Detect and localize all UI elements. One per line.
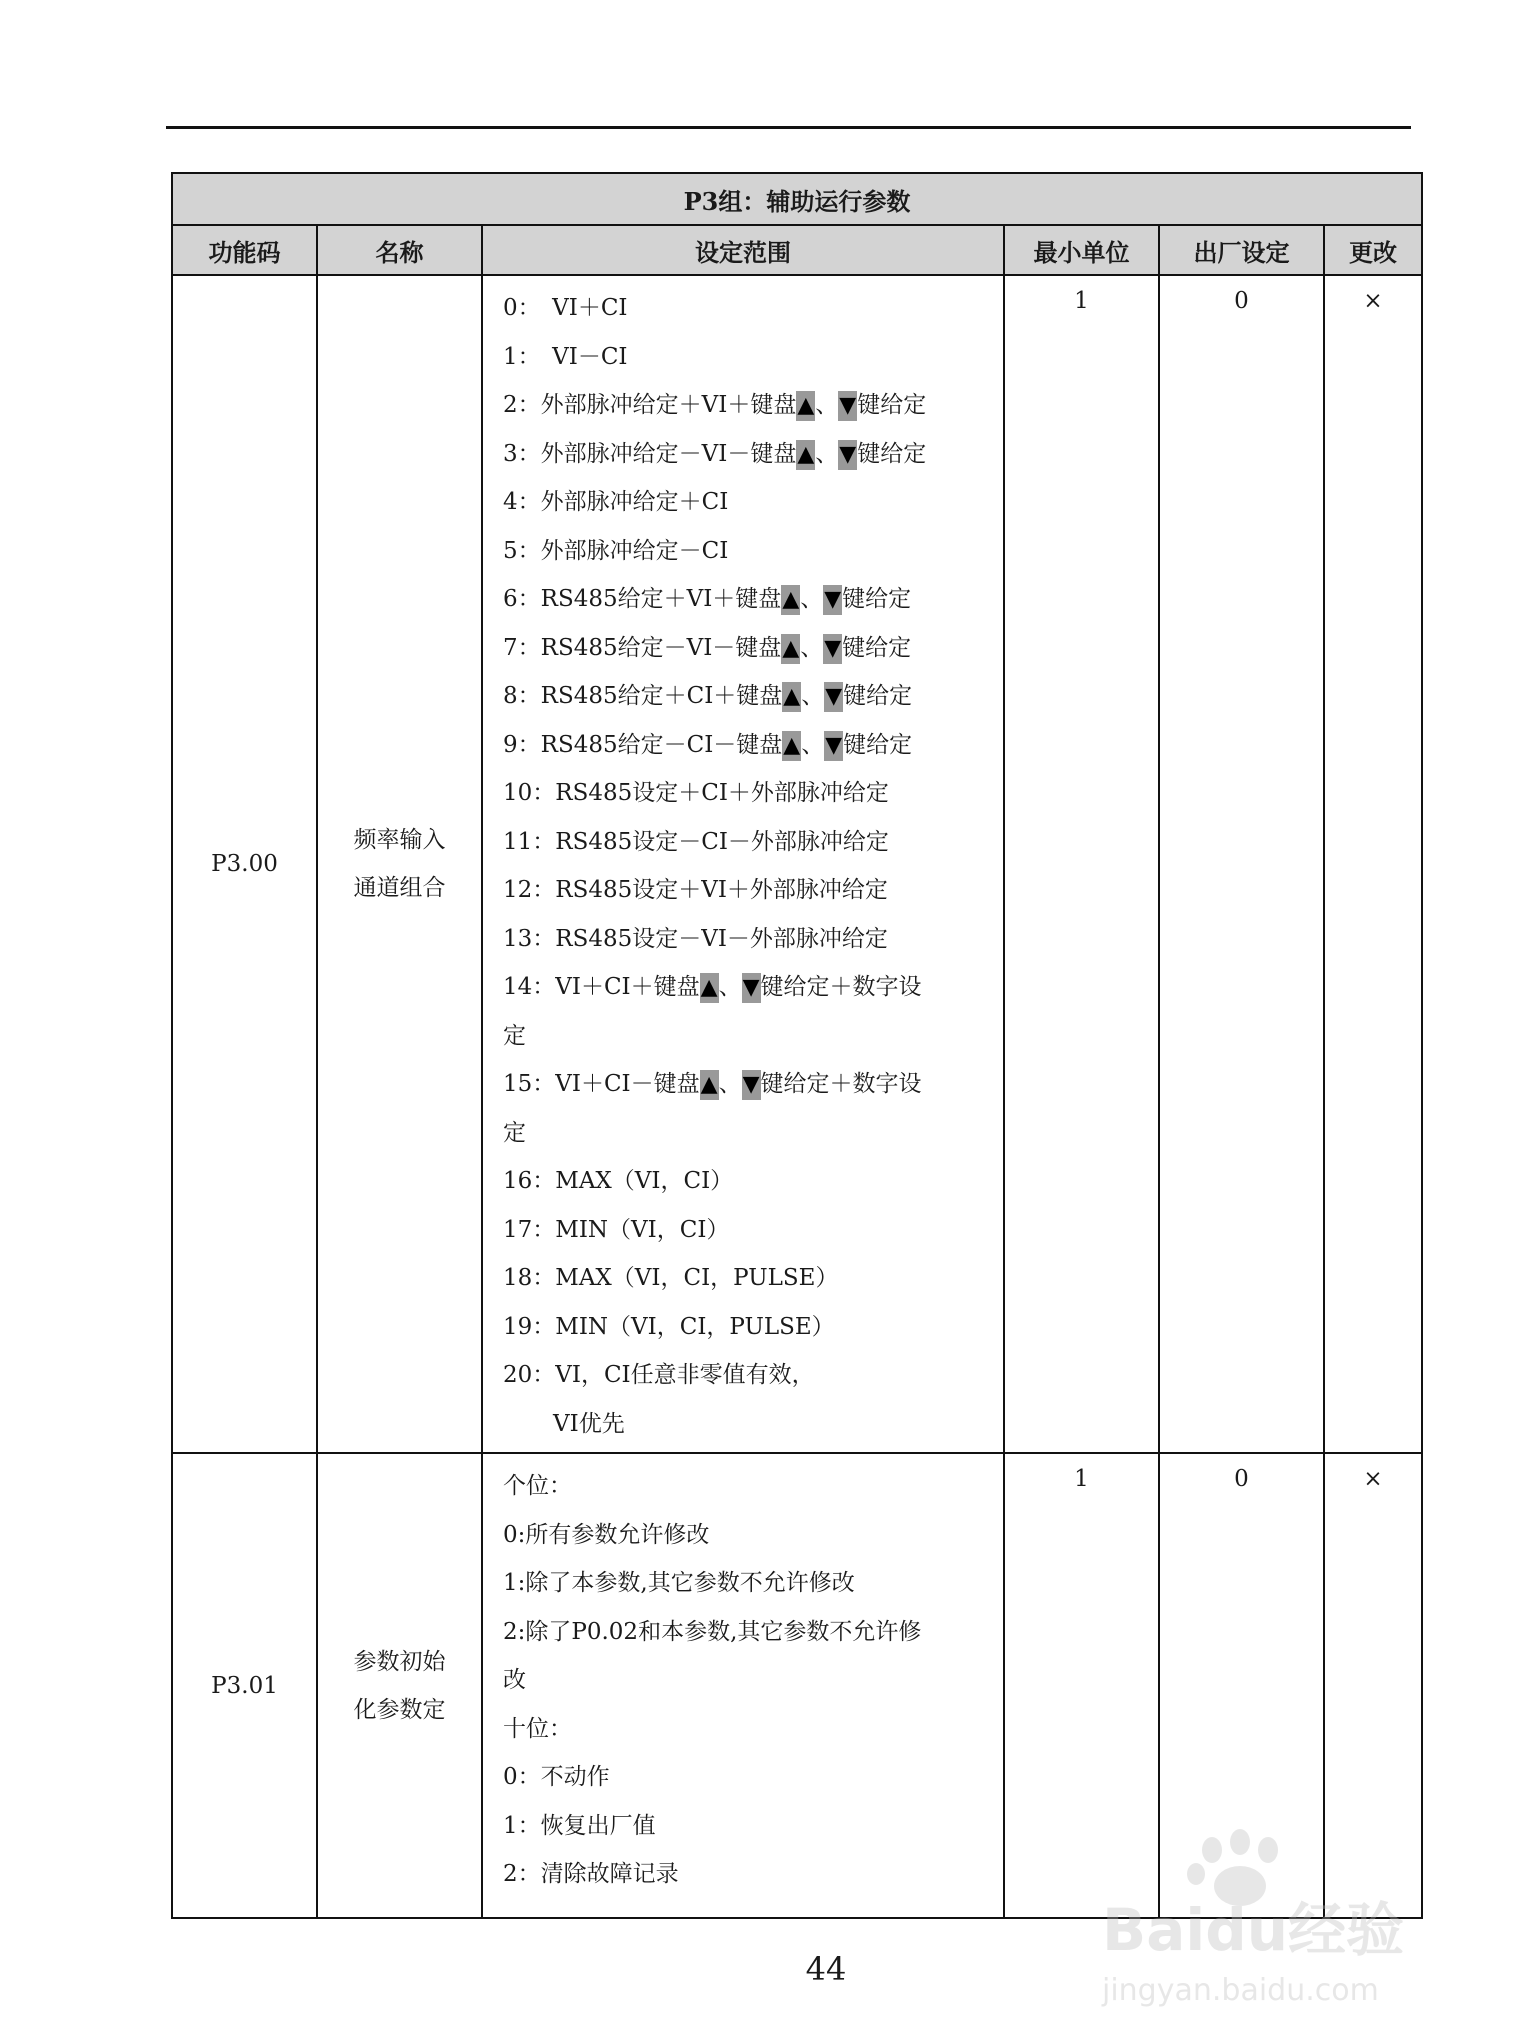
range-text: 4：外部脉冲给定＋CI [503, 489, 729, 515]
range-text: 键给定＋数字设 [760, 974, 922, 1000]
range-text: 2：外部脉冲给定＋VI＋键盘 [503, 392, 797, 418]
range-text: 0： VI＋CI [503, 295, 628, 321]
row-name [317, 275, 482, 1453]
range-option-line [503, 721, 993, 770]
range-text: 15：VI＋CI－键盘 [503, 1071, 700, 1097]
range-text: 键给定 [842, 634, 912, 661]
down-arrow-key-icon: ▼ [823, 585, 842, 615]
range-text: 键给定＋数字设 [760, 1071, 922, 1097]
range-option-line [503, 284, 993, 333]
row-min-unit: 1 [1004, 1453, 1159, 1918]
range-text: 、 [800, 634, 824, 661]
down-arrow-key-icon: ▼ [824, 731, 843, 761]
range-option-line [503, 1656, 993, 1705]
range-option-line [503, 818, 993, 867]
table-row-p3-00 [172, 275, 1422, 1453]
range-option-line [503, 1303, 993, 1352]
watermark-brand: Baidu经验 [1102, 1896, 1405, 1964]
range-option-line [503, 624, 993, 673]
range-option-line [503, 1157, 993, 1206]
header-range: 设定范围 [482, 225, 1004, 275]
up-arrow-key-icon: ▲ [796, 440, 815, 470]
range-text: 9：RS485给定－CI－键盘 [503, 731, 783, 758]
header-rule [166, 126, 1411, 129]
range-text: 键给定 [857, 440, 927, 467]
range-text: 定 [503, 1119, 526, 1146]
range-option-line [503, 672, 993, 721]
range-text: 1： VI－CI [503, 343, 628, 370]
range-option-line [503, 1351, 993, 1400]
range-text: 5：外部脉冲给定－CI [503, 537, 729, 564]
down-arrow-key-icon: ▼ [824, 682, 843, 712]
range-text: 十位： [503, 1715, 572, 1742]
range-text: 17：MIN（VI，CI） [503, 1216, 730, 1243]
range-text: 12：RS485设定＋VI＋外部脉冲给定 [503, 877, 888, 903]
down-arrow-key-icon: ▼ [742, 973, 761, 1003]
row-name-line: 频率输入 [353, 827, 446, 853]
range-text: 、 [801, 731, 825, 758]
row-change: × [1324, 275, 1422, 1453]
up-arrow-key-icon: ▲ [781, 585, 800, 615]
header-name: 名称 [317, 225, 482, 275]
row-change: × [1324, 1453, 1422, 1918]
up-arrow-key-icon: ▲ [700, 973, 719, 1003]
row-min-unit: 1 [1004, 275, 1159, 1453]
range-text: 定 [503, 1022, 526, 1049]
range-text: 、 [800, 586, 824, 612]
range-text: 、 [815, 392, 839, 418]
column-header-row [172, 225, 1422, 275]
parameter-table [171, 172, 1423, 1919]
range-text: 键给定 [842, 586, 912, 612]
down-arrow-key-icon: ▼ [742, 1070, 761, 1100]
range-text: 2:除了P0.02和本参数,其它参数不允许修 [503, 1618, 922, 1645]
range-text: 2：清除故障记录 [503, 1861, 679, 1887]
range-option-line [503, 769, 993, 818]
range-text: 1：恢复出厂值 [503, 1812, 656, 1839]
range-option-line [503, 1206, 993, 1255]
range-option-line [503, 1705, 993, 1754]
row-name [317, 1453, 482, 1918]
up-arrow-key-icon: ▲ [700, 1070, 719, 1100]
range-text: 18：MAX（VI，CI，PULSE） [503, 1265, 839, 1291]
range-option-line [503, 1753, 993, 1802]
row-range [482, 1453, 1004, 1918]
page-number: 44 [805, 1950, 847, 1988]
range-text: 14：VI＋CI＋键盘 [503, 974, 700, 1000]
range-option-line [503, 478, 993, 527]
range-text: 键给定 [843, 683, 913, 709]
down-arrow-key-icon: ▼ [838, 440, 857, 470]
up-arrow-key-icon: ▲ [796, 391, 815, 421]
range-option-line [503, 866, 993, 915]
range-option-line [503, 527, 993, 576]
range-text: 10：RS485设定＋CI＋外部脉冲给定 [503, 780, 889, 806]
range-text: 16：MAX（VI，CI） [503, 1168, 734, 1194]
row-name-line: 参数初始 [353, 1648, 446, 1675]
range-text: 6：RS485给定＋VI＋键盘 [503, 586, 782, 612]
range-option-line [503, 1109, 993, 1158]
range-text: 20：VI，CI任意非零值有效， [503, 1362, 815, 1388]
range-option-line [503, 1254, 993, 1303]
range-option-line [503, 1012, 993, 1061]
down-arrow-key-icon: ▼ [823, 634, 842, 664]
range-option-line [503, 430, 993, 479]
range-text: 8：RS485给定＋CI＋键盘 [503, 683, 783, 709]
up-arrow-key-icon: ▲ [781, 634, 800, 664]
range-option-line [503, 1559, 993, 1608]
range-text: 键给定 [857, 392, 927, 418]
range-text: 7：RS485给定－VI－键盘 [503, 634, 782, 661]
row-name-line: 通道组合 [353, 875, 446, 901]
range-text: 19：MIN（VI，CI，PULSE） [503, 1313, 835, 1340]
range-text: 3：外部脉冲给定－VI－键盘 [503, 440, 797, 467]
range-text: 改 [503, 1667, 526, 1693]
up-arrow-key-icon: ▲ [782, 682, 801, 712]
range-text: 、 [815, 440, 839, 467]
range-option-line [503, 963, 993, 1012]
row-name-line: 化参数定 [353, 1696, 446, 1723]
range-text: 0：不动作 [503, 1764, 610, 1790]
table-row-p3-01 [172, 1453, 1422, 1918]
range-option-line [503, 575, 993, 624]
row-range [482, 275, 1004, 1453]
range-text: 、 [801, 683, 825, 709]
row-code: P3.01 [172, 1453, 317, 1918]
range-text: 个位： [503, 1473, 572, 1499]
row-factory: 0 [1159, 275, 1324, 1453]
range-text: 1:除了本参数,其它参数不允许修改 [503, 1570, 855, 1596]
range-option-line [503, 333, 993, 382]
range-option-line [503, 1462, 993, 1511]
range-option-line [503, 1608, 993, 1657]
header-change: 更改 [1324, 225, 1422, 275]
range-option-line [503, 1060, 993, 1109]
up-arrow-key-icon: ▲ [782, 731, 801, 761]
range-option-line [503, 915, 993, 964]
range-text: 13：RS485设定－VI－外部脉冲给定 [503, 925, 888, 952]
range-option-line [503, 1850, 993, 1899]
range-option-line [503, 1511, 993, 1560]
range-text: 0:所有参数允许修改 [503, 1521, 710, 1548]
range-option-line [503, 1400, 993, 1449]
range-text: 键给定 [843, 731, 913, 758]
header-code: 功能码 [172, 225, 317, 275]
header-min-unit: 最小单位 [1004, 225, 1159, 275]
row-code: P3.00 [172, 275, 317, 1453]
row-factory: 0 [1159, 1453, 1324, 1918]
down-arrow-key-icon: ▼ [838, 391, 857, 421]
range-text: 11：RS485设定－CI－外部脉冲给定 [503, 828, 889, 855]
range-option-line [503, 1802, 993, 1851]
range-text: VI优先 [553, 1410, 625, 1437]
header-factory: 出厂设定 [1159, 225, 1324, 275]
range-text: 、 [718, 1071, 742, 1097]
group-title: P3组：辅助运行参数 [172, 173, 1422, 225]
range-option-line [503, 381, 993, 430]
range-text: 、 [718, 974, 742, 1000]
watermark-url: jingyan.baidu.com [1102, 1973, 1379, 2008]
